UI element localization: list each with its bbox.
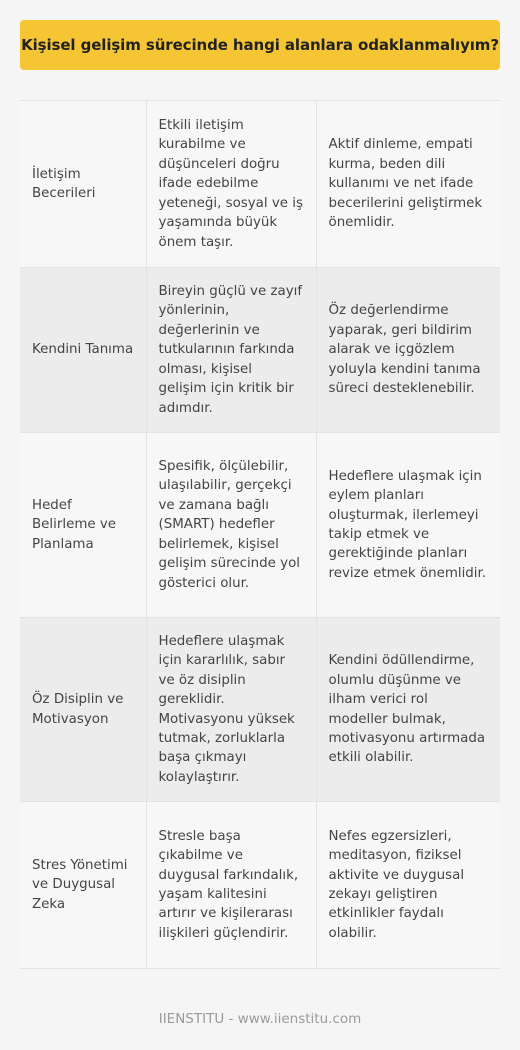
tip-cell: Hedeflere ulaşmak için eylem planları oluşturmak, ilerlemeyi takip etmek ve gerektiğinde planları revize etmek önemlidir. xyxy=(316,433,500,618)
table-row xyxy=(20,433,500,618)
title-banner xyxy=(20,20,500,70)
topics-table xyxy=(20,100,500,969)
page-title: Kişisel gelişim sürecinde hangi alanlara odaklanmalıyım? xyxy=(21,36,499,54)
topic-cell: Stres Yönetimi ve Duygusal Zeka xyxy=(20,802,146,969)
table-row xyxy=(20,802,500,969)
tip-cell: Aktif dinleme, empati kurma, beden dili kullanımı ve net ifade becerilerini geliştirmek önemlidir. xyxy=(316,101,500,268)
tip-cell: Kendini ödüllendirme, olumlu düşünme ve ilham verici rol modeller bulmak, motivasyonu artırmada etkili olabilir. xyxy=(316,618,500,802)
topic-cell: Öz Disiplin ve Motivasyon xyxy=(20,618,146,802)
tip-cell: Öz değerlendirme yaparak, geri bildirim alarak ve içgözlem yoluyla kendini tanıma süreci desteklenebilir. xyxy=(316,268,500,433)
table-row xyxy=(20,268,500,433)
description-cell: Bireyin güçlü ve zayıf yönlerinin, değerlerinin ve tutkularının farkında olması, kişisel gelişim için kritik bir adımdır. xyxy=(146,268,316,433)
footer-credit: IIENSTITU - www.iienstitu.com xyxy=(158,1011,362,1027)
topic-cell: İletişim Becerileri xyxy=(20,101,146,268)
table-row xyxy=(20,618,500,802)
tip-cell: Nefes egzersizleri, meditasyon, fiziksel aktivite ve duygusal zekayı geliştiren etkinlikler faydalı olabilir. xyxy=(316,802,500,969)
topic-cell: Kendini Tanıma xyxy=(20,268,146,433)
topic-cell: Hedef Belirleme ve Planlama xyxy=(20,433,146,618)
description-cell: Spesifik, ölçülebilir, ulaşılabilir, gerçekçi ve zamana bağlı (SMART) hedefler belirlemek, kişisel gelişim sürecinde yol gösterici olur. xyxy=(146,433,316,618)
description-cell: Stresle başa çıkabilme ve duygusal farkındalık, yaşam kalitesini artırır ve kişilerarası ilişkileri güçlendirir. xyxy=(146,802,316,969)
table-row xyxy=(20,101,500,268)
description-cell: Etkili iletişim kurabilme ve düşünceleri doğru ifade edebilme yeteneği, sosyal ve iş yaşamında büyük önem taşır. xyxy=(146,101,316,268)
description-cell: Hedeflere ulaşmak için kararlılık, sabır ve öz disiplin gereklidir. Motivasyonu yüksek tutmak, zorluklarla başa çıkmayı kolaylaştırır. xyxy=(146,618,316,802)
